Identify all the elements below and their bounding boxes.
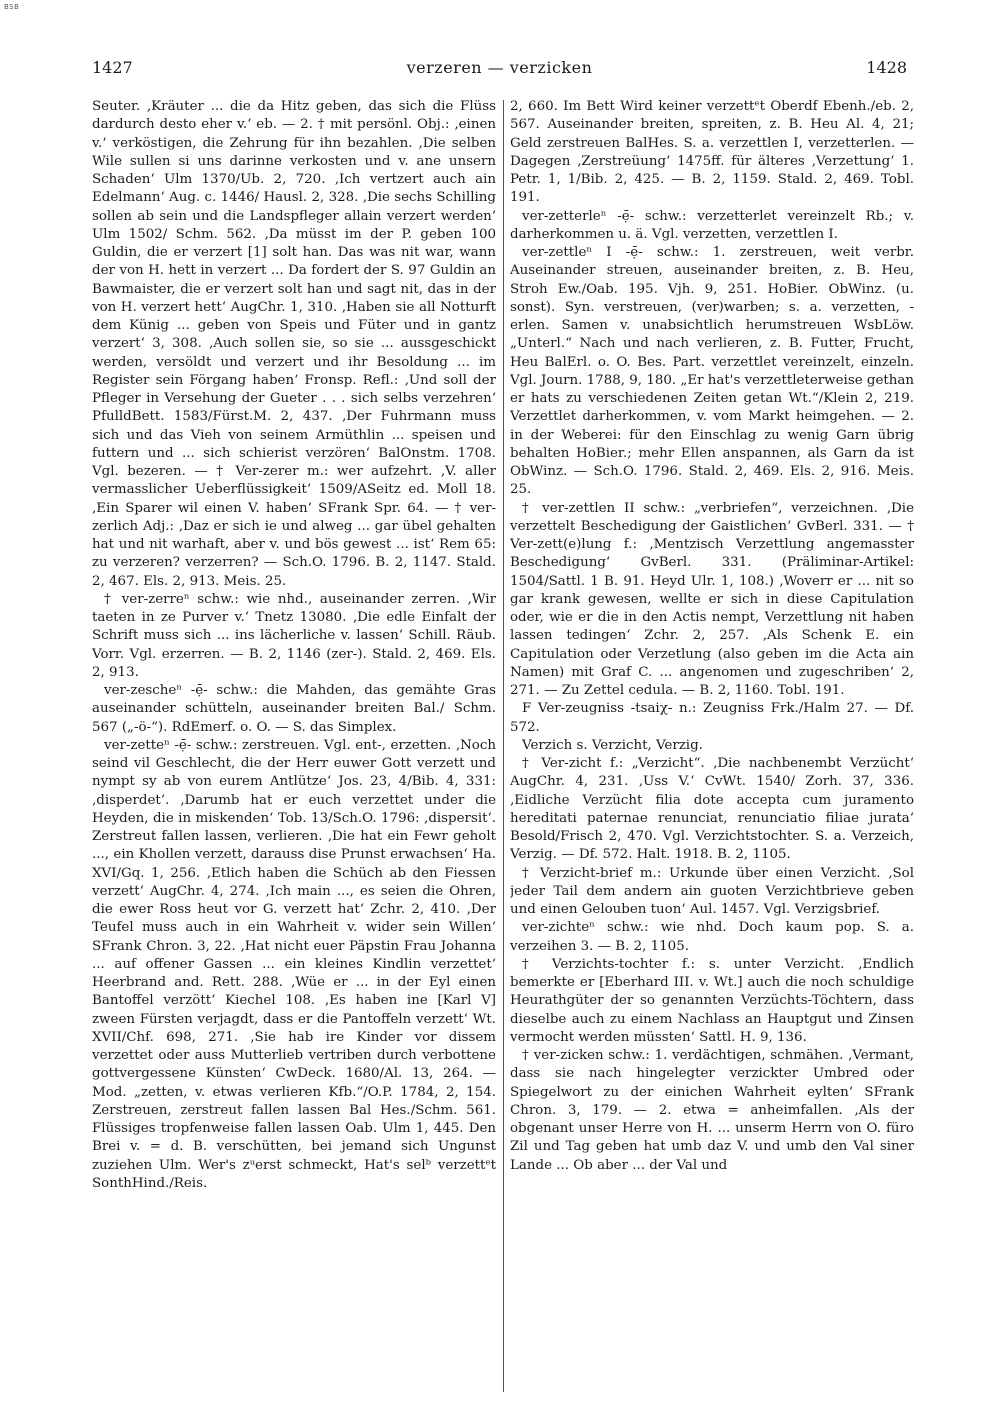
- left-column: [92, 98, 496, 1398]
- dictionary-entry: † ver-zettlen II schw.: „verbriefen“, verzeichnen. ‚Die verzettelt Beschedigung der Gaistlichen‘ GvBerl. 331. — † Ver-zett(e)lung f.: ‚Mentzisch Verzettlung angemasster Beschedigung‘ GvBerl. 331. (Präliminar-Artikel: 1504/Sattl. 1 B. 91. Heyd Ulr. 1, 108.) ‚Woverr er ... nit so gar krank gewesen, wellte er sich in diese Capitulation oder, wie er die in den Actis nempt, Verzettlung nit haben lassen tedingen‘ Zchr. 2, 257. ‚Als Schenk E. ein Capitulation oder Verzetlung (also geben im die Acta ain Namen) mit Graf C. ... angenomen und zugeschriben‘ 2, 271. — Zu Zettel cedula. — B. 2, 1160. Tobl. 191.: [510, 500, 914, 698]
- entry-continuation: Seuter. ‚Kräuter ... die da Hitz geben, das sich die Flüss dardurch desto eher v.‘ eb. — 2. † mit persönl. Obj.: ‚einen v.‘ verköstigen, die Zehrung für ihn bezahlen. ‚Die selben Wile sullen si uns darinne verkosten und v. ane unsern Schaden‘ Ulm 1370/Ub. 2, 720. ‚Ich vertzert auch ain Edelmann‘ Aug. c. 1446/ Hausl. 2, 328. ‚Die sechs Schilling sollen ab sein und die Landspfleger allain verzert werden‘ Ulm 1502/ Schm. 562. ‚Da müsst im der P. geben 100 Guldin, die er verzert [1] solt han. Das was nit war, wann der von H. hett in verzert ... Da fordert der S. 97 Guldin an Bawmaister, die er verzert solt han und sagt nit, das in der von H. verzert hett‘ AugChr. 1, 310. ‚Haben sie all Notturft dem Künig ... geben von Speis und Füter und in gantz verzert‘ 3, 308. ‚Auch sollen sie, so sie ... aussgeschickt werden, versöldt und verzert und ihr Besoldung ... im Register sein Förgang haben‘ Fronsp. Refl.: ‚Und soll der Pfleger in Versehung der Gueter . . . sich selbs verzehren‘ PfulldBett. 1583/Fürst.M. 2, 437. ‚Der Fuhrmann muss sich und das Vieh von seinem Armüthlin ... speisen und futtern und ... sich schierist verzören‘ BalOnstm. 1708. Vgl. bezeren. — † Ver-zerer m.: wer aufzehrt. ‚V. aller vermasslicher Ueberflüssigkeit‘ 1509/ASeitz ed. Moll 18. ‚Ein Sparer wil einen V. haben‘ SFrank Spr. 64. — † ver-zerlich Adj.: ‚Daz er sich ie und alweg ... gar übel gehalten hat und nit warhaft, aber v. und bös gewest ... ist‘ Rem 65: zu verzeren? verzerren? — Sch.O. 1796. B. 2, 1147. Stald. 2, 467. Els. 2, 913. Meis. 25.: [92, 99, 496, 589]
- dictionary-entry: † Verzicht-brief m.: Urkunde über einen Verzicht. ‚Sol jeder Tail dem andern ain guoten Verzichtbrieve geben und einen Gelouben tuon‘ Aul. 1457. Vgl. Verzigsbrief.: [510, 865, 914, 917]
- entry-continuation: 2, 660. Im Bett Wird keiner verzettᵉt Oberdf Ebenh./eb. 2, 567. Auseinander breiten, spreiten, z. B. Heu Al. 4, 21; Geld zerstreuen BalHes. S. a. verzettlen I, verzetterlen. — Dagegen ‚Zerstreüung‘ 1475ff. für älteres ‚Verzettung‘ 1. Petr. 1, 1/Bib. 2, 425. — B. 2, 1159. Stald. 2, 469. Tobl. 191.: [510, 99, 914, 206]
- page-header: [92, 58, 907, 84]
- dictionary-entry: ver-zichteⁿ schw.: wie nhd. Doch kaum pop. S. a. verzeihen 3. — B. 2, 1105.: [510, 920, 914, 954]
- dictionary-entry: ver-zetteⁿ -ẹ̄- schw.: zerstreuen. Vgl. ent-, erzetten. ‚Noch seind vil Geschlecht, die der Herr euwer Gott verzett und nympt sy ab von eurem Antlütze‘ Jos. 23, 4/Bib. 4, 331: ‚disperdet‘. ‚Darumb hat er euch verzettet under die Heyden, die in miskenden‘ Tob. 13/Sch.O. 1796: ‚dispersit‘. Zerstreut fallen lassen, verlieren. ‚Die hat ein Fewr geholt ..., ein Khollen verzett, darauss dise Prunst erwachsen‘ Ha. XVI/Gq. 1, 256. ‚Etlich haben die Schüch ab den Fiessen verzett‘ AugChr. 4, 274. ‚Ich main ..., es seien die Ohren, die ewer Ross heut vor G. verzett hat‘ Zchr. 2, 410. ‚Der Teufel muss auch in ein Wahrheit v. wider sein Willen‘ SFrank Chron. 3, 22. ‚Hat nicht euer Päpstin Frau Johanna ... auf offener Gassen ... ein kleines Kindlin verzettet‘ Heerbrand and. Rett. 288. ‚Wüe er ... in der Eyl einen Bantoffel verzött‘ Kiechel 108. ‚Es haben ine [Karl V] zween Fürsten verjagdt, dass er die Pantoffeln verzett‘ Wt. XVII/Chf. 698, 271. ‚Sie hab ire Kinder vor dissem verzettet oder auss Mutterlieb vertriben durch verbottene gottvergessene Künsten‘ CwDeck. 1680/Al. 13, 264. — Mod. „zetten, v. etwas verlieren Kfb.“/O.P. 1784, 2, 154. Zerstreuen, zerstreut fallen lassen Bal Hes./Schm. 561. Flüssiges tropfenweise fallen lassen Oab. Ulm 1, 445. Den Brei v. = d. B. verschütten, bei jemand sich Ungunst zuziehen Ulm. Wer's zᵘerst schmeckt, Hat's selᵇ verzettᵉt SonthHind./Reis.: [92, 737, 496, 1191]
- dictionary-entry: F Ver-zeugniss -tsaiχ- n.: Zeugniss Frk./Halm 27. — Df. 572.: [510, 701, 914, 735]
- running-title: verzeren — verzicken: [406, 58, 593, 77]
- dictionary-entry: ver-zescheⁿ -ẹ̄- schw.: die Mahden, das gemähte Gras auseinander schütteln, auseinander breiten Bal./ Schm. 567 („-ö-“). RdEmerf. o. O. — S. das Simplex.: [92, 683, 496, 735]
- dictionary-entry: ver-zettleⁿ I -ẹ̄- schw.: 1. zerstreuen, weit verbr. Auseinander streuen, auseinander breiten, z. B. Heu, Stroh Ew./Oab. 195. Vjh. 9, 251. HoBier. ObWinz. (u. sonst). Syn. verstreuen, (ver)warben; s. a. verzetten, -erlen. Samen v. unabsichtlich herumstreuen WsbLöw. „Unterl.“ Nach und nach verlieren, z. B. Futter, Frucht, Heu BalErl. o. O. Bes. Part. verzettlet vereinzelt, einzeln. Vgl. Journ. 1788, 9, 180. „Er hat's verzettleterweise gethan er hats zu verschiedenen Zeiten getan Wt.“/Klein 2, 219. Verzettlet darherkommen, v. vom Markt heimgehen. — 2. in der Weberei: für den Einschlag zu wenig Garn übrig behalten HoBier.; mehr Ellen anspannen, als Garn da ist ObWinz. — Sch.O. 1796. Stald. 2, 469. Els. 2, 916. Meis. 25.: [510, 245, 914, 498]
- column-divider: [503, 100, 504, 1392]
- dictionary-entry: † ver-zicken schw.: 1. verdächtigen, schmähen. ‚Vermant, dass sie nach hingelegter verzickter Umbred oder Spiegelwort zu der einichen Wahrheit eylten‘ SFrank Chron. 3, 179. — 2. etwa = anheimfallen. ‚Als der obgenant unser Herre von H. ... unserm Herrn von O. füro Zil und Tag geben hat umb daz V. und umb den Val siner Lande ... Ob aber ... der Val und: [510, 1048, 914, 1173]
- dictionary-entry: † Ver-zicht f.: „Verzicht“. ‚Die nachbenembt Verzücht‘ AugChr. 4, 231. ‚Uss V.‘ CvWt. 1540/ Zorh. 37, 336. ‚Eidliche Verzücht filia dote accepta cum juramento hereditati paternae renunciat, renunciatio filiae jurata‘ Besold/Frisch 2, 470. Vgl. Verzichtstochter. S. a. Verzeich, Verzig. — Df. 572. Halt. 1918. B. 2, 1105.: [510, 756, 914, 863]
- library-watermark: BSB: [4, 3, 20, 11]
- page-number-left: 1427: [92, 58, 133, 77]
- right-column: [510, 98, 914, 1398]
- page-number-right: 1428: [866, 58, 907, 77]
- dictionary-entry: † Verzichts-tochter f.: s. unter Verzicht. ‚Endlich bemerkte er [Eberhard III. v. Wt.] auch die noch schuldige Heurathgüter der so genannten Verzüchts-Töchtern, dass dieselbe auch zu einem Nachlass an Hauptgut und Zinsen vermocht werden müssten‘ Sattl. H. 9, 136.: [510, 956, 914, 1045]
- dictionary-entry: Verzich s. Verzicht, Verzig.: [522, 737, 703, 753]
- dictionary-entry: † ver-zerreⁿ schw.: wie nhd., auseinander zerren. ‚Wir taeten in ze Purver v.‘ Tnetz 13080. ‚Die edle Einfalt der Schrift muss sich ... ins lächerliche v. lassen‘ Schill. Räub. Vorr. Vgl. erzerren. — B. 2, 1146 (zer-). Stald. 2, 469. Els. 2, 913.: [92, 591, 496, 680]
- dictionary-entry: ver-zetterleⁿ -ẹ̄- schw.: verzetterlet vereinzelt Rb.; v. darherkommen u. ä. Vgl. verzetten, verzettlen I.: [510, 208, 914, 242]
